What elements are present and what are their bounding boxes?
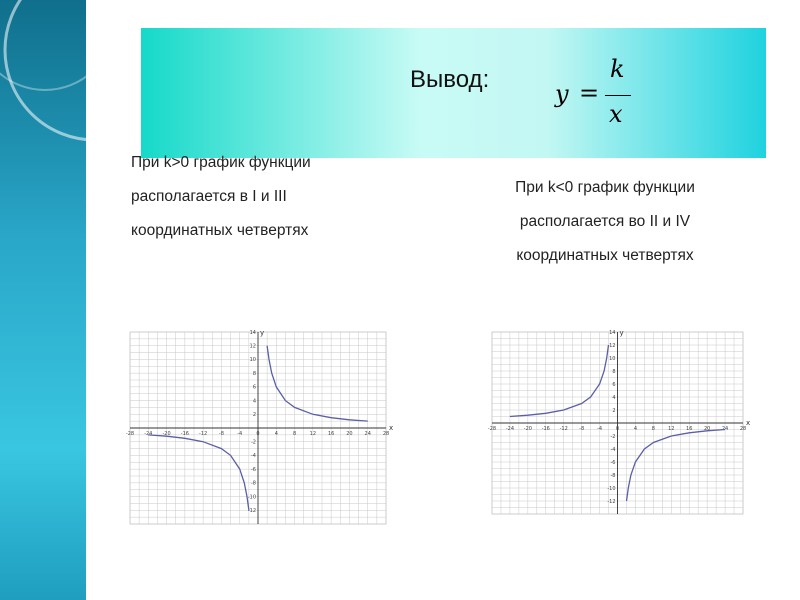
x-tick-label: -24 [144,431,153,437]
formula-denominator: x [609,100,623,128]
y-tick-label: -2 [251,439,256,446]
x-tick-label: -8 [579,426,585,432]
x-tick-label: -28 [487,426,497,432]
y-tick-label: 2 [612,407,616,414]
y-tick-label: -12 [607,498,616,505]
text-line: координатных четвертях [516,247,694,264]
y-tick-label: -2 [610,433,616,440]
y-tick-label: -10 [607,485,616,492]
y-tick-label: -10 [247,494,256,501]
x-tick-label: -4 [597,426,603,432]
y-tick-label: 14 [609,329,616,336]
y-tick-label: 6 [612,381,616,388]
hyperbola-negative-k-plot [488,330,753,520]
x-tick-label: 20 [703,426,711,432]
y-tick-label: 10 [249,357,256,364]
x-tick-label: 0 [256,431,260,437]
y-tick-label: 8 [612,368,616,375]
x-tick-label: -28 [125,431,135,437]
x-tick-label: 28 [382,431,390,437]
formula-equals: = [579,79,600,107]
x-axis-label: x [746,419,751,427]
x-tick-label: -20 [523,426,532,432]
y-axis-label: y [260,329,265,337]
text-line: При k<0 график функции [515,179,695,196]
x-tick-label: -24 [505,426,515,432]
positive-k-description [131,146,431,248]
x-tick-label: -4 [237,431,243,437]
y-tick-label: 6 [252,384,256,391]
x-tick-label: 8 [651,426,655,432]
x-tick-label: 12 [668,426,675,432]
x-tick-label: 0 [615,426,620,432]
x-axis-label: x [389,424,394,432]
x-tick-label: -8 [218,431,224,437]
y-tick-label: 12 [249,343,256,350]
x-tick-label: 28 [739,426,747,432]
x-tick-label: -12 [199,431,208,437]
x-tick-label: -16 [541,426,550,432]
y-tick-label: 12 [609,342,616,349]
y-tick-label: -8 [251,480,256,487]
y-tick-label: 14 [249,329,256,336]
formula-lhs: y [555,80,569,108]
decorative-arcs [0,0,150,170]
hyperbola-positive-k-plot [126,330,396,530]
x-tick-label: 24 [364,431,371,437]
negative-k-description [470,171,740,273]
formula-y-equals-k-over-x [555,55,635,135]
y-tick-label: 2 [252,412,256,419]
slide-title: Вывод: [410,66,490,93]
x-tick-label: 12 [309,431,317,437]
x-tick-label: -12 [559,426,568,432]
x-tick-label: 8 [292,431,297,437]
y-tick-label: -6 [610,459,616,466]
chart-negative-k [488,330,753,520]
y-tick-label: -12 [247,508,256,515]
x-tick-label: -16 [180,431,189,437]
x-tick-label: 16 [686,426,693,432]
y-axis-label: y [619,329,624,337]
x-tick-label: -20 [162,431,171,437]
text-line: При k>0 график функции [131,154,311,171]
x-tick-label: 4 [633,426,638,432]
y-tick-label: 10 [609,355,616,362]
text-line: располагается во II и IV [519,213,691,230]
y-tick-label: 8 [252,370,256,377]
x-tick-label: 16 [327,431,335,437]
text-line: располагается в I и III [131,188,287,205]
x-tick-label: 4 [274,431,278,437]
y-tick-label: -8 [610,472,616,479]
y-tick-label: 4 [252,398,256,405]
text-line: координатных четвертях [131,222,309,239]
fraction-bar [605,95,631,96]
chart-positive-k [126,330,396,530]
y-tick-label: -4 [610,446,616,453]
formula-numerator: k [610,55,625,83]
y-tick-label: -4 [251,453,256,460]
y-tick-label: -6 [251,466,256,473]
x-tick-label: 24 [721,426,729,432]
x-tick-label: 20 [346,431,353,437]
y-tick-label: 4 [612,394,616,401]
